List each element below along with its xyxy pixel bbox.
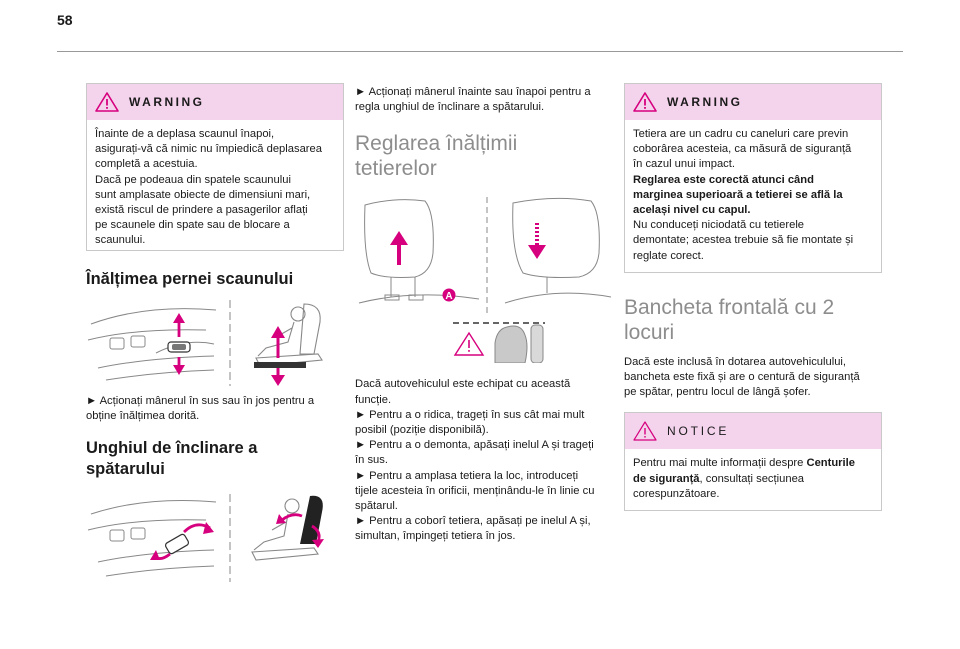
notice-line: corespunzătoare. <box>633 487 720 500</box>
recline-title-line: spătarului <box>86 460 165 479</box>
warning-line: reglate corect. <box>633 249 704 262</box>
headrest-illustration <box>355 193 613 363</box>
header-divider <box>57 51 903 52</box>
headrest-body-line: tijele acesteia în orificii, menținându-le în linie cu <box>355 484 595 497</box>
notice-triangle-icon <box>633 421 657 441</box>
notice-bold-safety: de siguranță <box>633 472 700 485</box>
notice-bold-seatbelts: Centurile <box>806 457 855 470</box>
warning-bold: marginea superioară a tetierei se află la <box>633 188 843 201</box>
bench-body-line: pe spătar, pentru locul de lângă șofer. <box>624 386 811 399</box>
headrest-body-line: simultan, împingeți tetiera în jos. <box>355 530 516 543</box>
recline-illustration <box>86 492 344 584</box>
column-1 <box>86 83 344 584</box>
notice-label: NOTICE <box>667 424 730 439</box>
warning-line: Înainte de a deplasa scaunul înapoi, <box>95 128 275 140</box>
notice-text <box>625 449 881 510</box>
section-title-seat-height: Înălțimea pernei scaunului <box>86 270 294 288</box>
warning-line: completă a acestuia. <box>95 158 198 171</box>
column-3 <box>624 83 882 511</box>
seat-height-instruction: ► Acționați mânerul în sus sau în jos pentru a <box>86 395 315 407</box>
headrest-body-line: ► Pentru a o ridica, trageți în sus cât mai mult <box>355 408 585 421</box>
notice-box <box>624 412 882 511</box>
warning-line: pe scaunele din spate sau de blocare a <box>95 219 290 232</box>
headrest-body-line: spătarul. <box>355 500 398 513</box>
warning-label: WARNING <box>129 95 205 109</box>
warning-bold-line <box>633 203 873 218</box>
recline-instruction: regla unghiul de înclinare a spătarului. <box>355 101 545 114</box>
warning-triangle-icon <box>633 92 657 112</box>
recline-instruction: ► Acționați mânerul înainte sau înapoi pentru a <box>355 86 591 98</box>
warning-bold: același nivel cu capul. <box>633 204 751 217</box>
notice-line <box>633 456 873 471</box>
warning-line: în cazul unui impact. <box>633 158 735 171</box>
bench-title-line: locuri <box>624 320 675 344</box>
headrest-body-line: ► Pentru a amplasa tetiera la loc, introduceți <box>355 469 579 482</box>
bench-body-line: Dacă este inclusă în dotarea autovehiculului, <box>624 355 847 368</box>
page-number: 58 <box>57 12 73 28</box>
section-title-recline <box>86 438 344 480</box>
warning-line: demontate; acestea trebuie să fie montate și <box>633 234 854 247</box>
headrest-body-line: ► Pentru a coborî tetiera, apăsați pe inelul A și, <box>355 515 591 528</box>
bench-title-line: Bancheta frontală cu 2 <box>624 295 835 319</box>
warning-bold-line <box>633 188 873 203</box>
section-title-bench <box>624 295 882 345</box>
notice-line <box>633 472 873 487</box>
warning-line: Nu conduceți niciodată cu tetierele <box>633 219 805 232</box>
warning-header <box>87 84 343 120</box>
section-title-headrest <box>355 131 613 181</box>
ring-a-label: A <box>445 291 453 303</box>
warning-text <box>87 120 343 257</box>
warning-label: WARNING <box>667 95 743 109</box>
warning-triangle-icon <box>95 92 119 112</box>
warning-bold: Reglarea este corectă atunci când <box>633 173 814 186</box>
warning-box-headrest <box>624 83 882 273</box>
warning-line: există riscul de prindere a pasagerilor aflați <box>95 204 308 217</box>
headrest-body-line: funcție. <box>355 393 392 406</box>
headrest-body-line: ► Pentru a o demonta, apăsați inelul A și trageți <box>355 439 594 452</box>
notice-header <box>625 413 881 449</box>
warning-line: scaunului. <box>95 234 146 247</box>
headrest-body-line: Dacă autovehiculul este echipat cu această <box>355 378 571 391</box>
warning-line: coborârea acesteia, ca măsură de siguranță <box>633 143 852 156</box>
bench-body-line: bancheta este fixă și are o centură de siguranță <box>624 371 860 384</box>
warning-header <box>625 84 881 120</box>
warning-line: Dacă pe podeaua din spatele scaunului <box>95 173 291 186</box>
headrest-title-line: tetierelor <box>355 157 437 181</box>
seat-height-illustration <box>86 298 344 388</box>
column-2 <box>355 83 613 545</box>
warning-line: sunt amplasate obiecte de dimensiuni mari, <box>95 188 311 201</box>
headrest-body-line: în sus. <box>355 454 388 467</box>
notice-prefix: Pentru mai multe informații despre <box>633 457 807 470</box>
warning-line: Tetiera are un cadru cu caneluri care previn <box>633 128 849 140</box>
seat-height-instruction: obține înălțimea dorită. <box>86 410 200 423</box>
warning-box-seat-move <box>86 83 344 251</box>
recline-title-line: Unghiul de înclinare a <box>86 439 258 458</box>
headrest-body-line: posibil (poziție disponibilă). <box>355 424 489 437</box>
warning-bold-line <box>633 173 873 188</box>
warning-text <box>625 120 881 272</box>
notice-suffix: , consultați secțiunea <box>699 472 805 485</box>
warning-line: asigurați-vă că nimic nu împiedică deplasarea <box>95 143 322 156</box>
headrest-title-line: Reglarea înălțimii <box>355 132 518 156</box>
